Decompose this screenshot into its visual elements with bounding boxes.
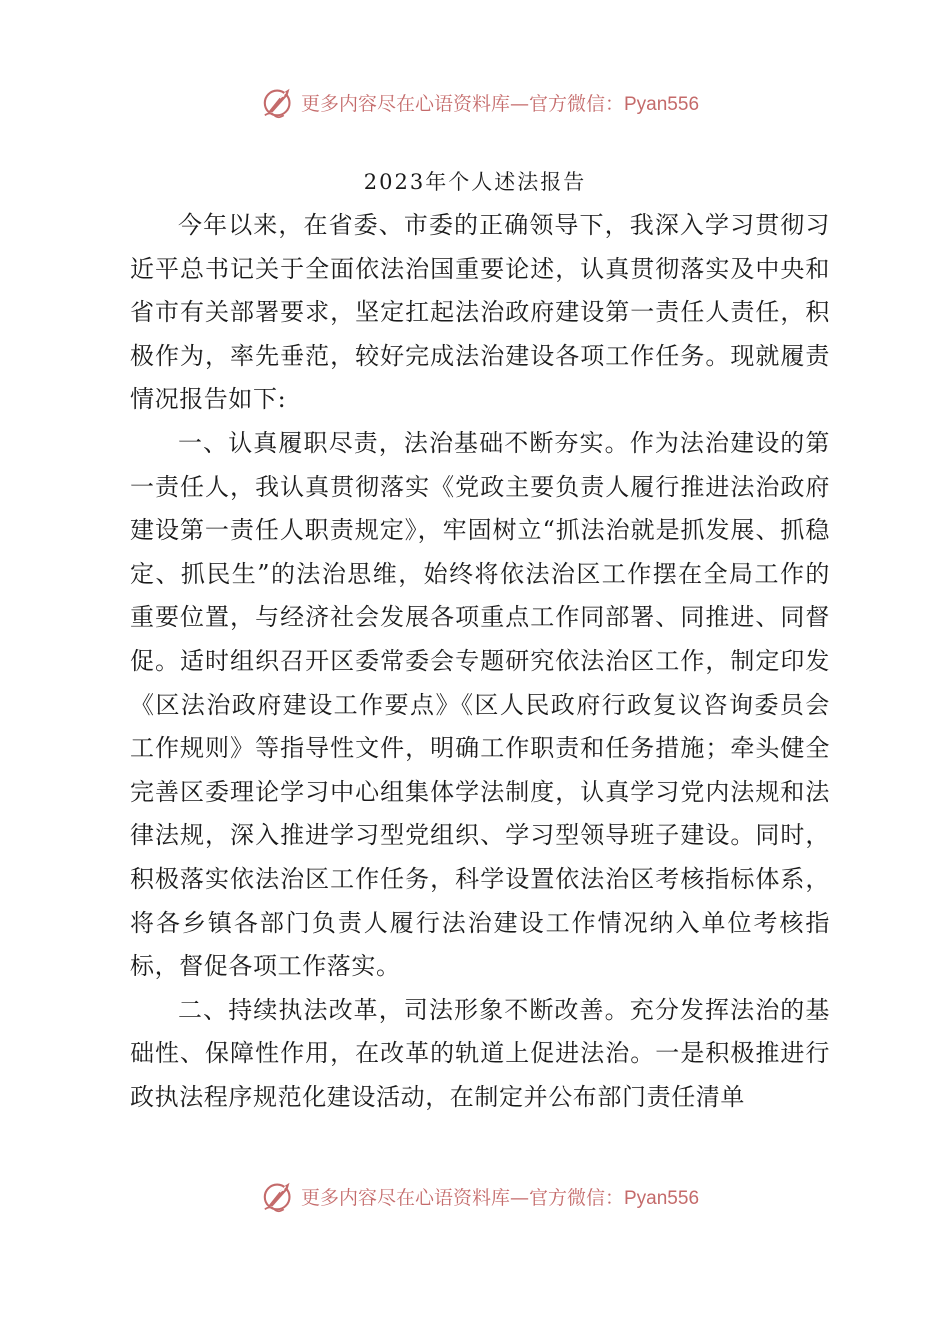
header-watermark bbox=[261, 83, 699, 121]
watermark-wechat-label: 官方微信： bbox=[528, 92, 624, 115]
watermark-wechat-id: Pyan556 bbox=[624, 93, 700, 115]
header-watermark-banner bbox=[0, 82, 950, 122]
watermark-dash: — bbox=[509, 92, 529, 115]
footer-watermark-banner bbox=[0, 1176, 950, 1216]
watermark-dash: — bbox=[509, 1186, 529, 1209]
document-title: 2023年个人述法报告 bbox=[363, 170, 587, 194]
pen-nib-logo-icon bbox=[261, 83, 299, 121]
paragraph-section-2: 二、持续执法改革，司法形象不断改善。充分发挥法治的基础性、保障性作用，在改革的轨道上促进法治。一是积极推进行政执法程序规范化建设活动，在制定并公布部门责任清单 bbox=[130, 995, 830, 1111]
watermark-wechat-label: 官方微信： bbox=[528, 1186, 624, 1209]
watermark-text bbox=[301, 89, 699, 116]
paragraph-intro: 今年以来，在省委、市委的正确领导下，我深入学习贯彻习近平总书记关于全面依法治国重要论述，认真贯彻落实及中央和省市有关部署要求，坚定扛起法治政府建设第一责任人责任，积极作为，率先垂范，较好完成法治建设各项工作任务。现就履责情况报告如下: bbox=[130, 211, 830, 414]
paragraph-section-1: 一、认真履职尽责，法治基础不断夯实。作为法治建设的第一责任人，我认真贯彻落实《党政主要负责人履行推进法治政府建设第一责任人职责规定》，牢固树立“抓法治就是抓发展、抓稳定、抓民生”的法治思维，始终将依法治区工作摆在全局工作的重要位置，与经济社会发展各项重点工作同部署、同推进、同督促。适时组织召开区委常委会专题研究依法治区工作，制定印发《区法治政府建设工作要点》《区人民政府行政复议咨询委员会工作规则》等指导性文件，明确工作职责和任务措施；牵头健全完善区委理论学习中心组集体学法制度，认真学习党内法规和法律法规，深入推进学习型党组织、学习型领导班子建设。同时，积极落实依法治区工作任务，科学设置依法治区考核指标体系，将各乡镇各部门负责人履行法治建设工作情况纳入单位考核指标，督促各项工作落实。 bbox=[130, 428, 830, 981]
watermark-wechat-id: Pyan556 bbox=[624, 1187, 700, 1209]
watermark-site-name: 更多内容尽在心语资料库 bbox=[300, 1186, 510, 1209]
watermark-text bbox=[301, 1183, 699, 1210]
pen-nib-logo-icon bbox=[261, 1177, 299, 1215]
footer-watermark bbox=[261, 1177, 699, 1215]
watermark-site-name: 更多内容尽在心语资料库 bbox=[300, 92, 510, 115]
document-body bbox=[130, 204, 830, 1119]
